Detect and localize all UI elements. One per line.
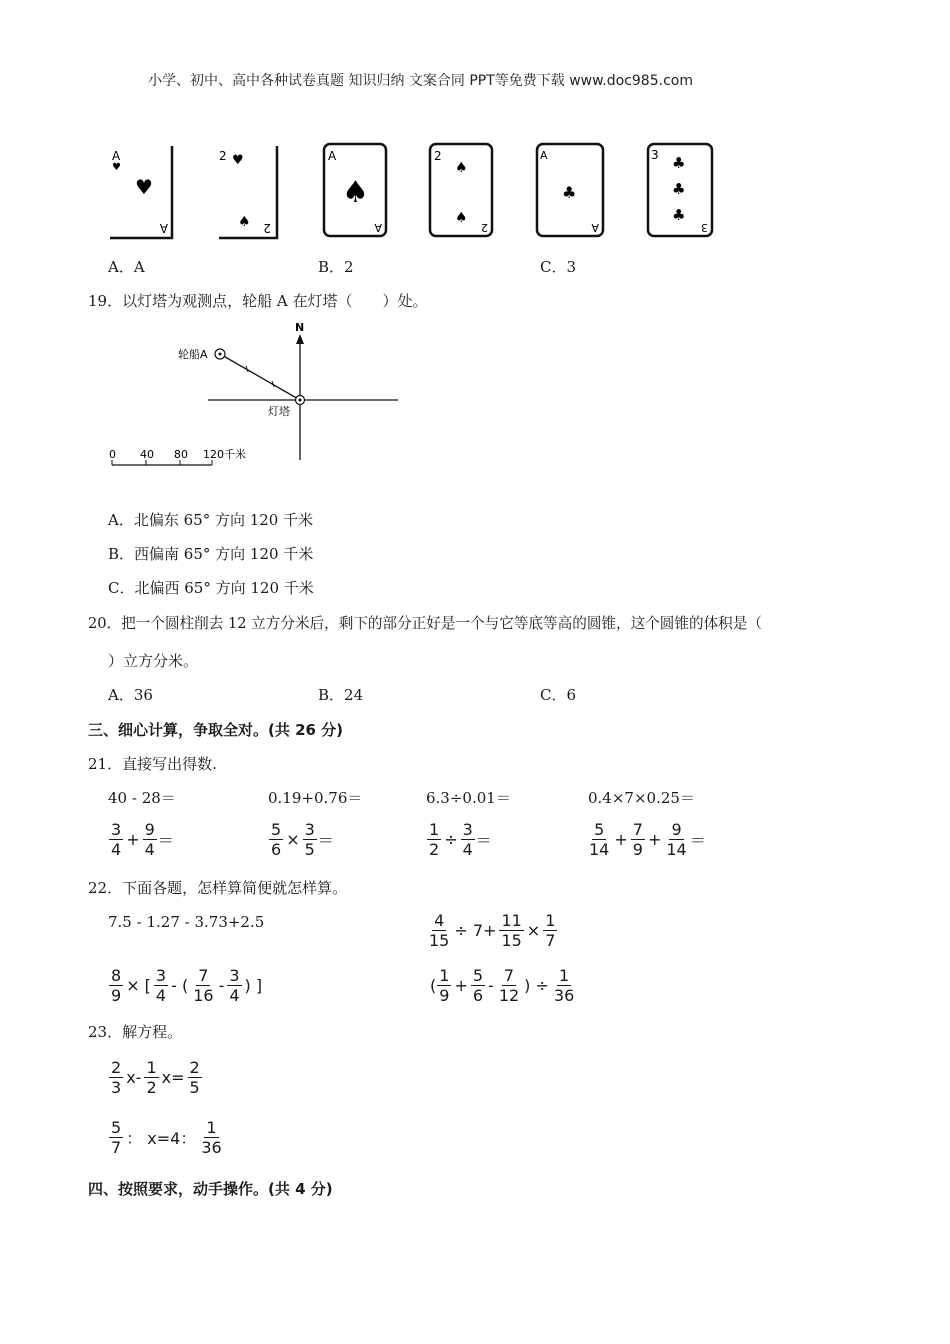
spade-icon: ♠: [455, 160, 468, 176]
page-header: 小学、初中、高中各种试卷真题 知识归纳 文案合同 PPT等免费下载 www.doc985.com: [148, 73, 693, 89]
ship-label: 轮船A: [178, 348, 208, 361]
q18-option-b: B．2: [318, 258, 354, 276]
spade-icon: ♠: [238, 214, 251, 230]
q21-expr-4: 0.4×7×0.25＝: [588, 789, 695, 807]
scale-label-120: 120千米: [203, 448, 246, 461]
scale-label-40: 40: [140, 448, 154, 461]
card-rank-bottom: A: [374, 221, 382, 234]
q22-expr-1: 7.5 - 1.27 - 3.73+2.5: [108, 913, 265, 931]
club-icon: ♣: [672, 206, 686, 224]
q23-equation-1: $\frac{2}{3}$ x- $\frac{1}{2}$ x= $\frac{2}{5}$: [111, 1058, 200, 1097]
spade-icon: ♠: [455, 210, 468, 226]
q22-stem: 22．下面各题，怎样算简便就怎样算。: [88, 879, 348, 897]
q23-equation-2: $\frac{5}{7}$ ： x=4： $\frac{1}{36}$: [111, 1118, 222, 1157]
q20-stem-line1: 20．把一个圆柱削去 12 立方分米后，剩下的部分正好是一个与它等底等高的圆锥，这个圆锥的体积是（: [88, 615, 762, 632]
heart-icon: ♥: [232, 153, 244, 168]
q21-expr-3: 6.3÷0.01＝: [426, 789, 511, 807]
q21-frac-expr-1: $\frac{3}{4}$ + $\frac{9}{4}$ ＝: [111, 820, 174, 859]
q21-frac-expr-2: $\frac{5}{6}$ × $\frac{3}{5}$ ＝: [271, 820, 334, 859]
q21-expr-2: 0.19+0.76＝: [268, 789, 363, 807]
q18-option-c: C．3: [540, 258, 577, 276]
club-icon: ♣: [562, 183, 577, 202]
card-three-clubs: [646, 142, 714, 240]
card-rank-bottom: A: [159, 221, 168, 235]
card-rank-bottom: 3: [701, 221, 708, 234]
q19-stem: 19．以灯塔为观测点，轮船 A 在灯塔（ ）处。: [88, 292, 428, 310]
heart-icon: ♥: [135, 175, 153, 199]
q18-option-a: A．A: [108, 258, 145, 276]
card-rank-top: A: [328, 149, 337, 163]
q19-option-b: B．西偏南 65° 方向 120 千米: [108, 545, 314, 563]
card-suit-top: ♥: [112, 162, 121, 173]
q20-stem-line2: ）立方分米。: [108, 652, 199, 670]
club-icon: ♣: [672, 154, 686, 172]
card-rank-bottom: 2: [263, 221, 271, 235]
q21-frac-expr-3: $\frac{1}{2}$ ÷ $\frac{3}{4}$ ＝: [429, 820, 492, 859]
q23-stem: 23．解方程。: [88, 1023, 183, 1041]
card-rank-top: 3: [651, 148, 659, 162]
card-rank-bottom: 2: [481, 221, 488, 234]
scale-label-0: 0: [109, 448, 116, 461]
card-rank-bottom: A: [591, 221, 599, 234]
q22-expr-3: $\frac{8}{9}$ × [ $\frac{3}{4}$ - ( $\frac{7}{16}$ - $\frac{3}{4}$ ) ]: [111, 966, 263, 1005]
card-ace-spades: [322, 142, 388, 240]
q19-direction-diagram: [100, 320, 410, 470]
card-ace-hearts: [108, 142, 174, 240]
q21-frac-expr-4: $\frac{5}{14}$ + $\frac{7}{9}$ + $\frac{9}{14}$ ＝: [589, 820, 706, 859]
spade-icon: ♠: [342, 175, 369, 210]
card-two-spades-left: [217, 142, 283, 240]
q19-option-c: C．北偏西 65° 方向 120 千米: [108, 579, 314, 597]
north-label: N: [295, 321, 305, 334]
q22-expr-4: ( $\frac{1}{9}$ + $\frac{5}{6}$ - $\frac{7}{12}$ ) ÷ $\frac{1}{36}$: [430, 966, 575, 1005]
card-ace-clubs: [535, 142, 605, 240]
card-rank-top: 2: [434, 149, 442, 163]
card-rank-top: A: [540, 149, 548, 162]
q19-option-a: A．北偏东 65° 方向 120 千米: [108, 511, 314, 529]
section-4-title: 四、按照要求，动手操作。(共 4 分): [88, 1180, 333, 1198]
scale-label-80: 80: [174, 448, 188, 461]
north-arrow-icon: [296, 334, 304, 344]
q22-expr-2: $\frac{4}{15}$ ÷ 7+ $\frac{11}{15}$ × $\frac{1}{7}$: [429, 911, 556, 950]
q20-option-c: C．6: [540, 686, 577, 704]
card-rank-top: 2: [219, 149, 227, 163]
q20-option-b: B．24: [318, 686, 364, 704]
q20-option-a: A．36: [108, 686, 153, 704]
lighthouse-label: 灯塔: [268, 405, 290, 418]
card-two-spades: [428, 142, 494, 240]
q21-stem: 21．直接写出得数.: [88, 755, 217, 773]
club-icon: ♣: [672, 180, 686, 198]
card-rank-top: A: [112, 149, 121, 163]
section-3-title: 三、细心计算，争取全对。(共 26 分): [88, 721, 344, 739]
q21-expr-1: 40 - 28＝: [108, 789, 176, 807]
